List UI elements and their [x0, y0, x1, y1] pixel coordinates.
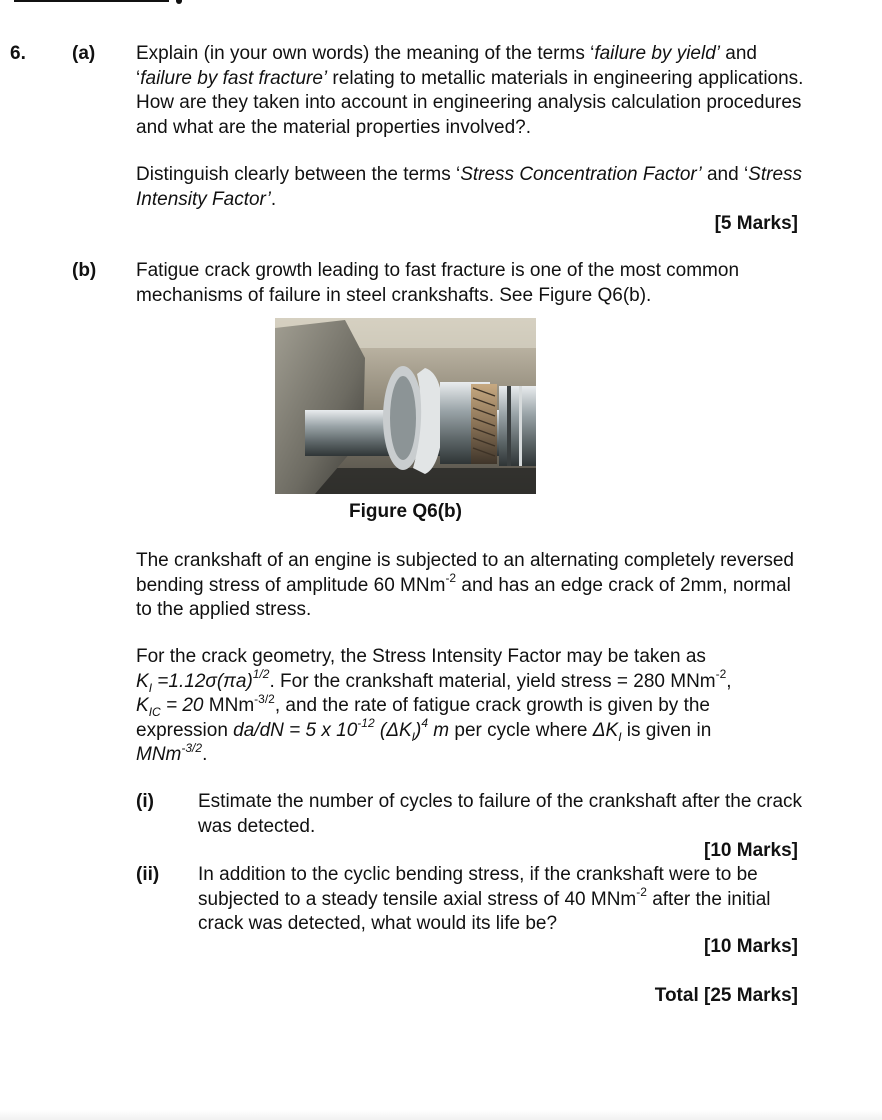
crankshaft-photo: [275, 318, 536, 494]
part-a-paragraph-2: Distinguish clearly between the terms ‘Stress Concentration Factor’ and ‘Stress Intensity Factor’.: [136, 164, 803, 210]
sub-question-i-text: Estimate the number of cycles to failure of the crankshaft after the crack was detected.: [198, 791, 803, 837]
part-b-intro: Fatigue crack growth leading to fast fracture is one of the most common mechanisms of failure in steel crankshafts. See Figure Q6(b).: [136, 260, 740, 306]
part-b-paragraph-1: The crankshaft of an engine is subjected to an alternating completely reversed bending stress of amplitude 60 MNm$^{-2}$ and has an edge crack of 2mm, normal to the applied stress.: [136, 550, 794, 620]
sub-question-ii-text: In addition to the cyclic bending stress, if the crankshaft were to be subjected to a steady tensile axial stress of 40 MNm$^{-2}$ after the initial crack was detected, what would its life be?: [198, 864, 771, 934]
question-number: 6.: [10, 43, 26, 64]
total-marks: Total [25 Marks]: [654, 985, 798, 1006]
part-b-label: (b): [72, 260, 97, 281]
sub-question-i-marks: [10 Marks]: [704, 840, 798, 861]
sub-question-i-label: (i): [136, 791, 154, 812]
part-a-paragraph-1: Explain (in your own words) the meaning of the terms ‘failure by yield’ and ‘failure by fast fracture’ relating to metallic materials in engineering applications. How are they taken into account in engineering analysis calculation procedures and what are the material properties involved?.: [136, 43, 804, 138]
figure-caption: Figure Q6(b): [349, 501, 462, 522]
page-bottom-edge: [0, 1110, 882, 1120]
part-a-label: (a): [72, 43, 96, 64]
part-b-paragraph-2: For the crack geometry, the Stress Intensity Factor may be taken as $K_I =1.12\sigma(\pi a)^{1/2}$. For the crankshaft material, yield stress = 280 MNm$^{-2}$, $K_{IC} = 20$ MNm$^{-3/2}$, and the rate of fatigue crack growth is given by the expression da/dN = 5 x $10^{-12}$ $(\Delta K_I)^4$ m per cycle where $\Delta K_I$ is given in MNm$^{-3/2}$.: [136, 646, 732, 765]
part-a-marks: [5 Marks]: [714, 213, 798, 234]
sub-question-ii-marks: [10 Marks]: [704, 936, 798, 957]
cropped-header-line: [0, 0, 190, 4]
sub-question-ii-label: (ii): [136, 864, 160, 885]
